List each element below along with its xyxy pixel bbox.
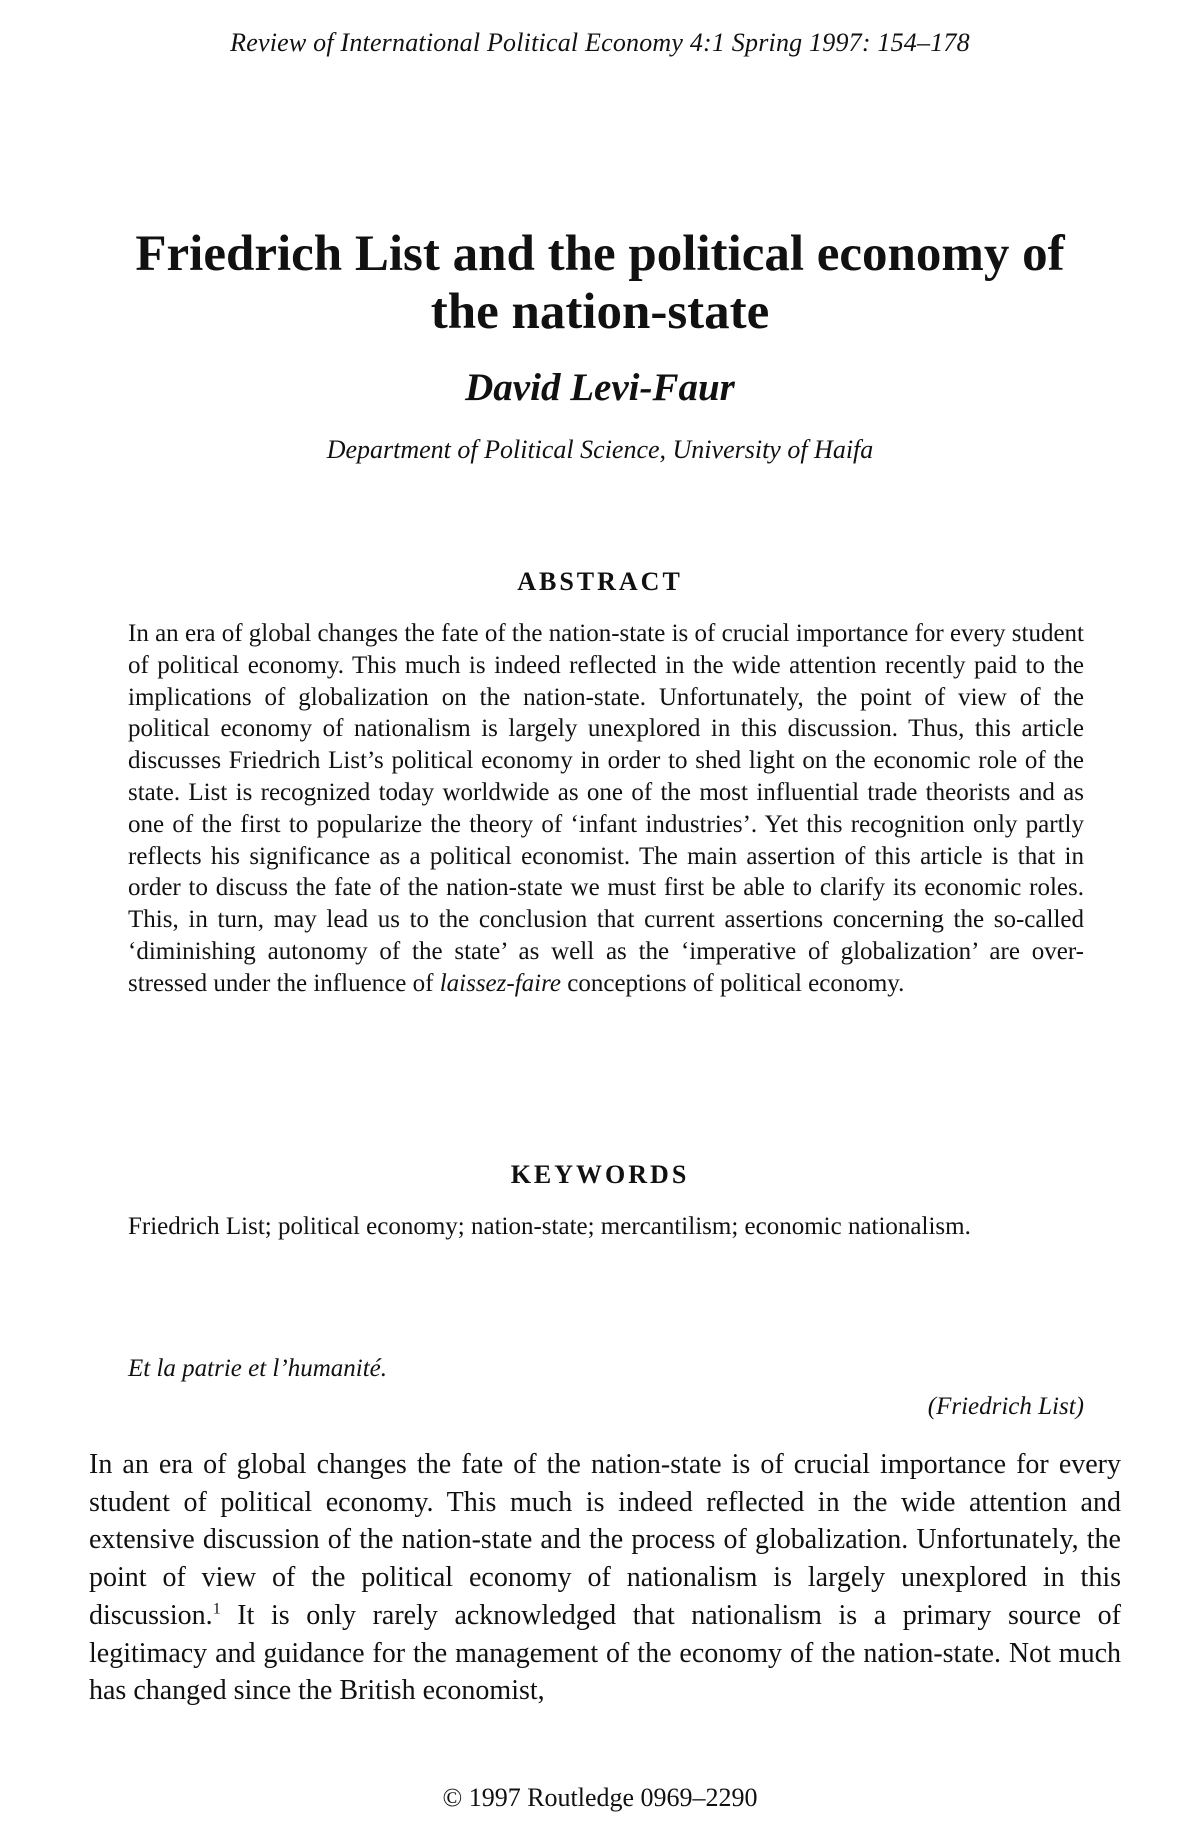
author-name: David Levi-Faur: [465, 366, 735, 409]
footnote-marker[interactable]: 1: [212, 1600, 221, 1618]
body-text-continued: It is only rarely acknowledged that nationalism is a primary source of legitimacy and guidance for the management of the economy of the nation-state. Not much has changed since the British economist,: [89, 1599, 1121, 1707]
abstract-text-main: In an era of global changes the fate of the nation-state is of crucial importance for every student of political economy. This much is indeed reflected in the wide attention recently paid to the implications of globalization on the nation-state. Unfortunately, the point of view of the political economy of nationalism is largely unexplored in this discussion. Thus, this article discusses Friedrich List’s political economy in order to shed light on the economic role of the state. List is recognized today worldwide as one of the most influential trade theorists and as one of the first to popularize the theory of ‘infant industries’. Yet this recognition only partly reflects his significance as a political economist. The main assertion of this article is that in order to discuss the fate of the nation-state we must first be able to clarify its economic roles. This, in turn, may lead us to the conclusion that current assertions concerning the so-called ‘diminishing autonomy of the state’ as well as the ‘imperative of globalization’ are over-stressed under the influence of: [128, 620, 1084, 997]
abstract-text-end: conceptions of political economy.: [561, 969, 905, 997]
body-text-start: In an era of global changes the fate of the nation-state is of crucial importance for every student of political economy. This much is indeed reflected in the wide attention and extensive discussion of the nation-state and the process of globalization. Unfortunately, the point of view of the political economy of nationalism is largely unexplored in this discussion.: [89, 1449, 1121, 1631]
epigraph-quote: Et la patrie et l’humanité.: [128, 1355, 387, 1382]
abstract-text: [128, 618, 1084, 1000]
copyright-footer: © 1997 Routledge 0969–2290: [442, 1783, 758, 1812]
abstract-heading: ABSTRACT: [517, 567, 683, 596]
keywords-heading: KEYWORDS: [510, 1160, 690, 1189]
keywords-text: Friedrich List; political economy; nation-state; mercantilism; economic nationalism.: [128, 1213, 971, 1240]
body-paragraph: [89, 1446, 1121, 1710]
abstract-italic-term: laissez-faire: [439, 969, 561, 997]
author-affiliation: Department of Political Science, University of Haifa: [326, 435, 874, 464]
article-title: Friedrich List and the political economy of the nation-state: [135, 226, 1065, 340]
epigraph-attribution: (Friedrich List): [927, 1393, 1084, 1420]
journal-header: Review of International Political Economy 4:1 Spring 1997: 154–178: [230, 28, 970, 57]
